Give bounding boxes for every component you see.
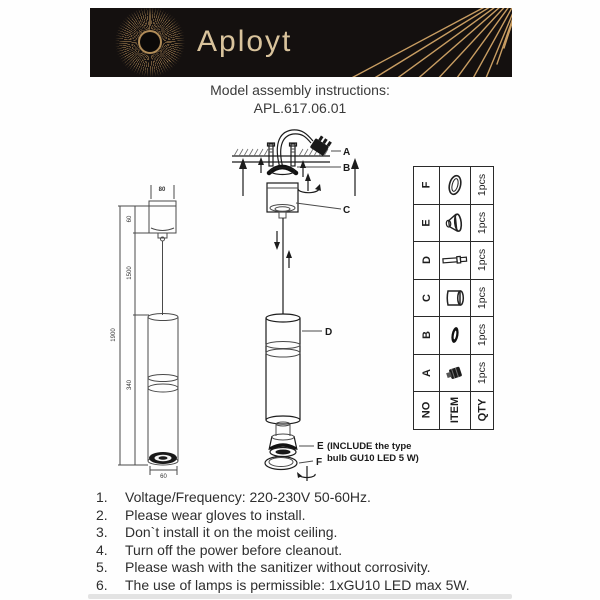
instruction-text: The use of lamps is permissible: 1xGU10 LED max 5W.: [125, 576, 470, 593]
instruction-item: [96, 524, 526, 542]
e-note-line2: bulb GU10 LED 5 W): [327, 453, 419, 464]
model-number: APL.617.06.01: [253, 100, 347, 116]
part-qty: 1pcs: [476, 249, 488, 272]
connector-icon: [440, 355, 471, 393]
e-note-line1: (INCLUDE the type: [327, 441, 412, 452]
part-letter-cell: [414, 205, 440, 243]
part-qty: 1pcs: [476, 286, 488, 309]
part-qty: 1pcs: [476, 361, 488, 384]
part-letter: E: [420, 219, 433, 227]
cylinder-icon: [440, 280, 471, 318]
trim-ring: [265, 457, 297, 470]
instruction-number: 1.: [96, 489, 108, 505]
part-letter: B: [420, 331, 433, 340]
part-qty-cell: [471, 317, 494, 355]
instruction-number: 3.: [96, 524, 108, 541]
callout-c: C: [343, 205, 351, 216]
part-qty: 1pcs: [476, 324, 488, 347]
brand-name: Aployt: [197, 25, 293, 58]
callout-b: B: [343, 163, 351, 174]
callout-f: F: [316, 457, 323, 468]
dim-total-height: 1900: [111, 328, 117, 342]
canopy: [267, 183, 298, 218]
part-letter-cell: [414, 280, 440, 318]
callout-a: A: [343, 147, 351, 158]
table-header-item: ITEM: [440, 392, 471, 430]
left-dimension-drawing: [111, 185, 178, 480]
part-qty: 1pcs: [476, 174, 488, 197]
socket-icon: [440, 205, 471, 243]
instruction-item: [96, 577, 526, 595]
part-letter-cell: [414, 242, 440, 280]
instruction-number: 6.: [96, 576, 108, 593]
oval-ring-icon: [440, 317, 471, 355]
dim-body-height: 340: [127, 379, 133, 391]
part-qty-cell: [471, 355, 494, 393]
rotate-arrow-icon: [298, 173, 321, 193]
dim-bottom-diameter: 60: [160, 474, 167, 480]
dim-wire-length: 1500: [127, 266, 133, 280]
lamp-body: [266, 314, 300, 424]
instruction-text: Don`t install it on the moist ceiling.: [125, 524, 338, 541]
ring-icon: [440, 167, 471, 205]
instruction-item: [96, 507, 526, 525]
table-header-qty: QTY: [471, 392, 494, 430]
instruction-item: [96, 559, 526, 577]
bulb-socket: [269, 422, 297, 457]
instruction-text: Voltage/Frequency: 220-230V 50-60Hz.: [125, 489, 371, 505]
parts-table: [413, 166, 494, 430]
instruction-number: 4.: [96, 541, 108, 558]
rod-icon: [440, 242, 471, 280]
instruction-number: 2.: [96, 506, 108, 523]
scan-edge-artifact: [88, 594, 512, 599]
instruction-text: Please wash with the sanitizer without corrosivity.: [125, 559, 431, 576]
mounting-bracket: [269, 167, 296, 175]
part-letter-cell: [414, 167, 440, 205]
part-qty-cell: [471, 280, 494, 318]
twist-icon: [297, 466, 315, 481]
part-letter: A: [420, 368, 433, 377]
part-letter-cell: [414, 317, 440, 355]
instruction-number: 5.: [96, 559, 108, 576]
assembly-drawing: [232, 130, 419, 481]
part-letter: D: [420, 256, 433, 265]
dim-canopy-height: 60: [127, 215, 133, 223]
instruction-text: Turn off the power before cleanout.: [125, 541, 343, 558]
instruction-item: [96, 542, 526, 560]
instruction-text: Please wear gloves to install.: [125, 506, 306, 523]
part-letter-cell: [414, 355, 440, 393]
table-header-no: NO: [414, 392, 440, 430]
instruction-list: [96, 489, 526, 595]
part-qty-cell: [471, 167, 494, 205]
part-qty-cell: [471, 205, 494, 243]
instruction-item: [96, 489, 526, 507]
part-letter: F: [420, 181, 433, 189]
page-title: Model assembly instructions:: [210, 82, 390, 98]
dim-top-diameter: 80: [158, 187, 166, 193]
part-qty: 1pcs: [476, 211, 488, 234]
part-letter: C: [420, 293, 433, 302]
terminal-connector: [310, 134, 332, 156]
part-qty-cell: [471, 242, 494, 280]
callout-d: D: [325, 327, 333, 338]
callout-e: E: [317, 441, 324, 452]
